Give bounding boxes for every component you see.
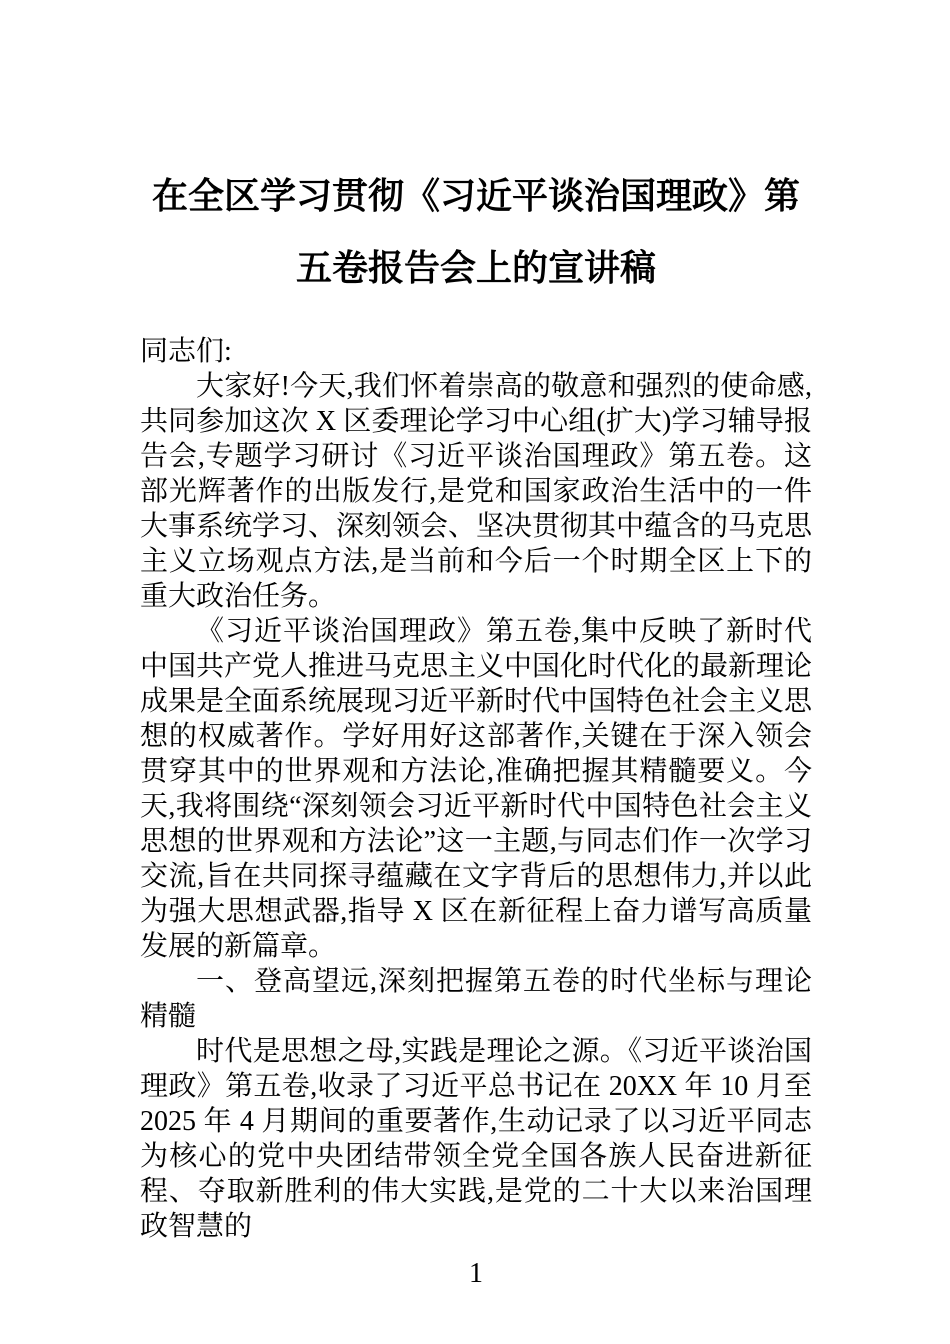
body-paragraph: 时代是思想之母,实践是理论之源。《习近平谈治国理政》第五卷,收录了习近平总书记在 20XX 年 10 月至 2025 年 4 月期间的重要著作,生动记录了以习近平同志为核心的党中央团结带领全党全国各族人民奋进新征程、夺取新胜利的伟大实践,是党的二十大以来治国理政智慧的: [140, 1036, 812, 1242]
salutation-paragraph: 同志们:: [140, 336, 232, 367]
page-number: 1: [469, 1258, 483, 1289]
section-heading: 一、登高望远,深刻把握第五卷的时代坐标与理论精髓: [140, 966, 812, 1032]
body-paragraph: 大家好!今天,我们怀着崇高的敬意和强烈的使命感,共同参加这次 X 区委理论学习中心组(扩大)学习辅导报告会,专题学习研讨《习近平谈治国理政》第五卷。这部光辉著作的出版发行,是党和国家政治生活中的一件大事系统学习、深刻领会、坚决贯彻其中蕴含的马克思主义立场观点方法,是当前和今后一个时期全区上下的重大政治任务。: [140, 371, 813, 612]
body-paragraph: 《习近平谈治国理政》第五卷,集中反映了新时代中国共产党人推进马克思主义中国化时代化的最新理论成果是全面系统展现习近平新时代中国特色社会主义思想的权威著作。学好用好这部著作,关键在于深入领会贯穿其中的世界观和方法论,准确把握其精髓要义。今天,我将围绕“深刻领会习近平新时代中国特色社会主义思想的世界观和方法论”这一主题,与同志们作一次学习交流,旨在共同探寻蕴藏在文字背后的思想伟力,并以此为强大思想武器,指导 X 区在新征程上奋力谱写高质量发展的新篇章。: [140, 616, 813, 962]
document-body: [140, 334, 812, 1244]
document-title: 在全区学习贯彻《习近平谈治国理政》第五卷报告会上的宣讲稿: [151, 175, 800, 288]
